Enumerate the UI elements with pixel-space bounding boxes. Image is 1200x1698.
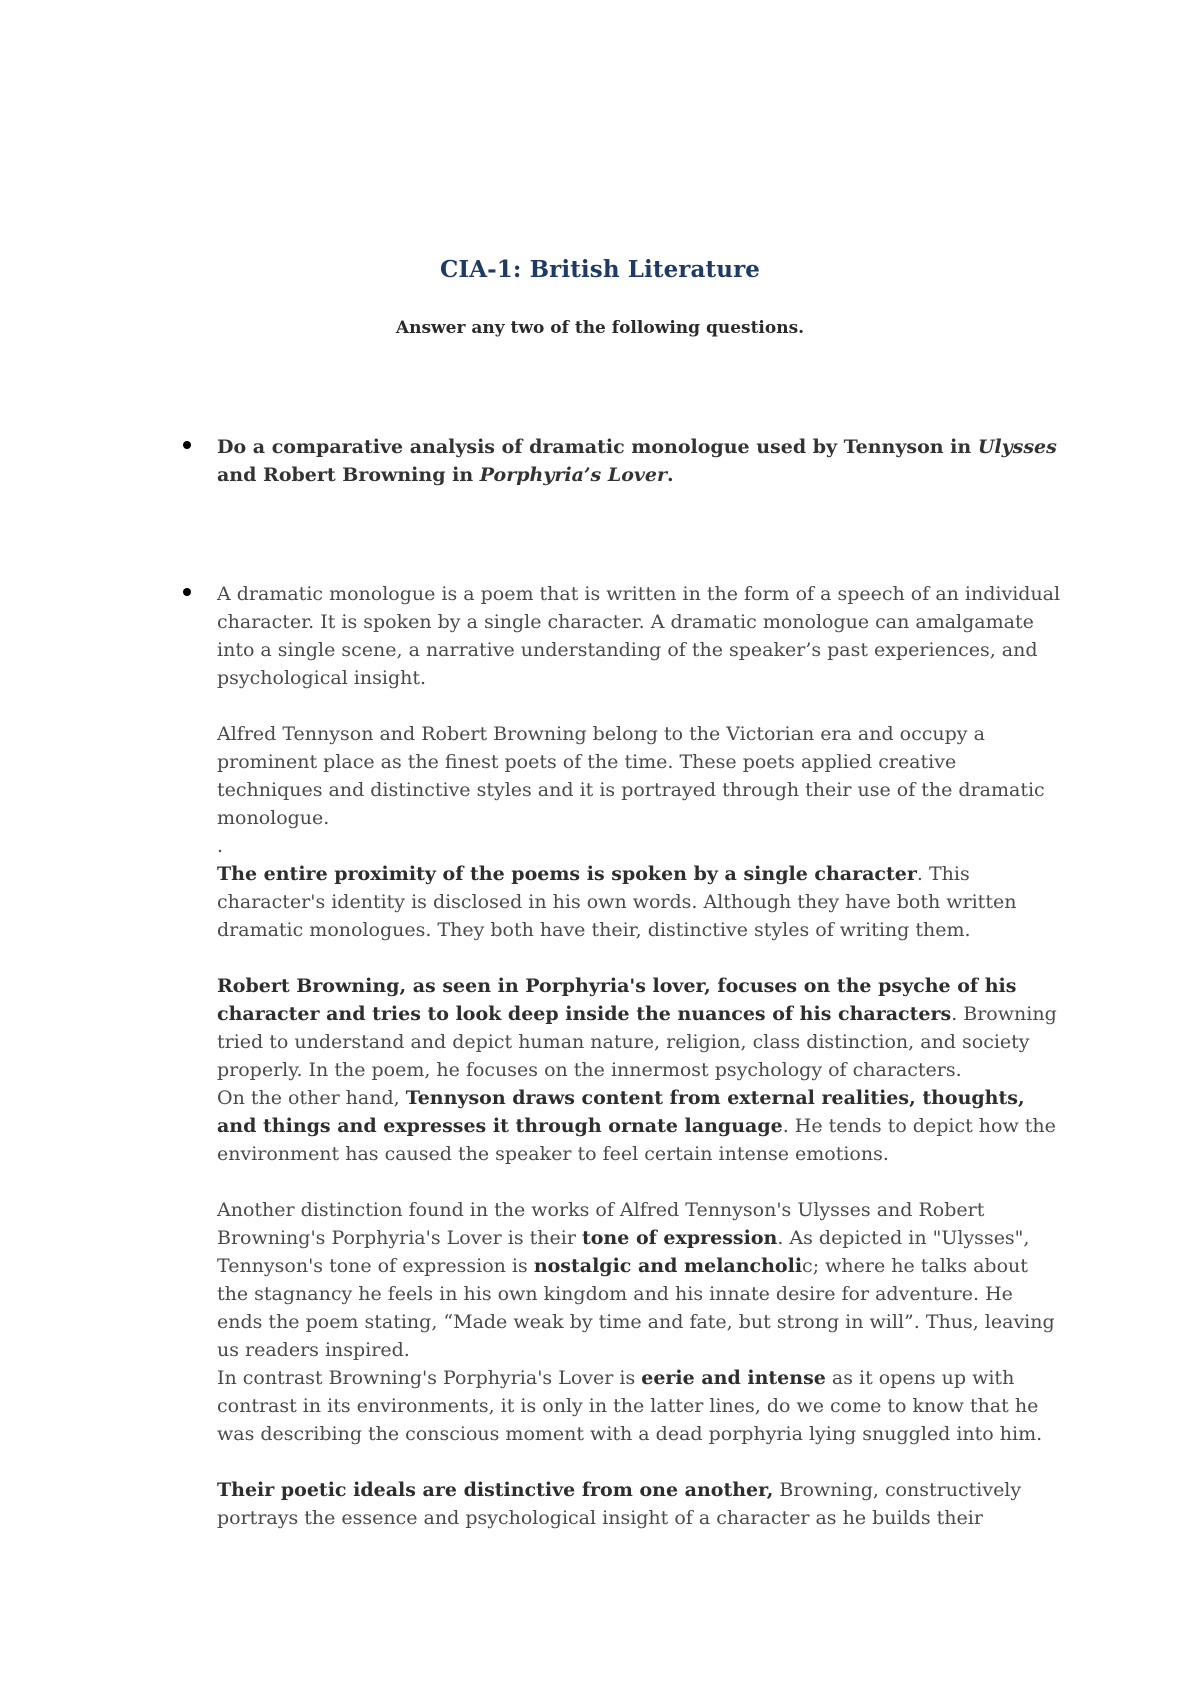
paragraph-text: . Browning tried to understand and depict human nature, religion, class distinction, and society properly. In the poem, he focuses on the innermost psychology of characters. bbox=[217, 1003, 1057, 1081]
bold-text: eerie and intense bbox=[641, 1367, 826, 1389]
question-text bbox=[217, 433, 1067, 489]
question-part: and Robert Browning in bbox=[217, 464, 480, 486]
bullet-icon bbox=[183, 441, 191, 449]
bold-text: Tennyson draws content from external realities, thoughts, and things and expresses it through ornate language bbox=[217, 1087, 1025, 1137]
answer-paragraph-2: Alfred Tennyson and Robert Browning belong to the Victorian era and occupy a prominent place as the finest poets of the time. These poets applied creative techniques and distinctive styles and it is portrayed through their use of the dramatic monologue. bbox=[217, 723, 1045, 829]
paragraph-text: Another distinction found in the works of Alfred Tennyson's Ulysses and Robert Browning's Porphyria's Lover is their bbox=[217, 1199, 985, 1249]
answer-paragraph-4 bbox=[217, 972, 1062, 1084]
paragraph-text: In contrast Browning's Porphyria's Lover is bbox=[217, 1367, 642, 1389]
paragraph-text: . As depicted in "Ulysses", Tennyson's tone of expression is bbox=[217, 1227, 1030, 1277]
answer-paragraph-7 bbox=[217, 1364, 1062, 1448]
paragraph-text: c; where he talks about the stagnancy he feels in his own kingdom and his innate desire for adventure. He ends the poem stating, “Made weak by time and fate, but strong in will”. Thus, leaving us readers inspired. bbox=[217, 1255, 1055, 1361]
question-part: Do a comparative analysis of dramatic monologue used by Tennyson in bbox=[217, 436, 978, 458]
bold-text: Their poetic ideals are distinctive from one another, bbox=[217, 1479, 774, 1501]
paragraph-text: . He tends to depict how the environment has caused the speaker to feel certain intense emotions. bbox=[217, 1115, 1056, 1165]
answer-paragraph-8 bbox=[217, 1476, 1062, 1532]
bold-text: nostalgic and melancholi bbox=[533, 1255, 803, 1277]
question-part: . bbox=[667, 464, 674, 486]
page-title: CIA-1: British Literature bbox=[439, 256, 761, 283]
bullet-icon bbox=[183, 588, 191, 596]
answer-paragraph-6 bbox=[217, 1196, 1062, 1364]
answer-paragraph-1: A dramatic monologue is a poem that is written in the form of a speech of an individual character. It is spoken by a single character. A dramatic monologue can amalgamate into a single scene, a narrative understanding of the speaker’s past experiences, and psychological insight. bbox=[217, 583, 1061, 689]
poem-title-ulysses: Ulysses bbox=[977, 436, 1057, 458]
paragraph-text: . This character's identity is disclosed in his own words. Although they have both written dramatic monologues. They both have their, distinctive styles of writing them. bbox=[217, 863, 1017, 941]
poem-title-porphyrias-lover: Porphyria’s Lover bbox=[479, 464, 668, 486]
bold-text: Robert Browning, as seen in Porphyria's lover, focuses on the psyche of his character and tries to look deep inside the nuances of his characters bbox=[217, 975, 1017, 1025]
bold-text: The entire proximity of the poems is spoken by a single character bbox=[217, 863, 917, 885]
paragraph-text: as it opens up with contrast in its environments, it is only in the latter lines, do we come to know that he was describing the conscious moment with a dead porphyria lying snuggled into him. bbox=[217, 1367, 1043, 1445]
paragraph-text: Browning, constructively portrays the essence and psychological insight of a character as he builds their bbox=[217, 1479, 1022, 1529]
bold-text: tone of expression bbox=[581, 1227, 778, 1249]
answer-dot: . bbox=[217, 835, 224, 857]
paragraph-text: On the other hand, bbox=[217, 1087, 406, 1109]
answer-body bbox=[217, 580, 1062, 1532]
instructions: Answer any two of the following questions. bbox=[395, 318, 805, 338]
answer-paragraph-3 bbox=[217, 860, 1062, 944]
answer-paragraph-5 bbox=[217, 1084, 1062, 1168]
